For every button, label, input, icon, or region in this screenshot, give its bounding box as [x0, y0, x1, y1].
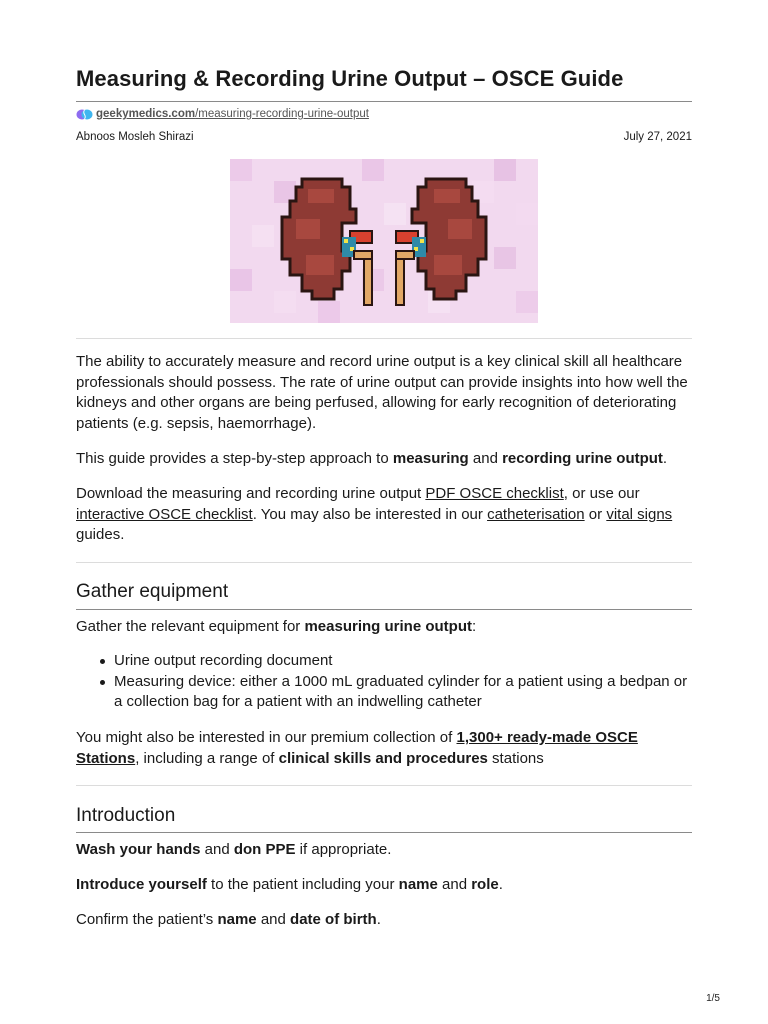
page-number: 1/5: [706, 993, 720, 1004]
interactive-checklist-link[interactable]: interactive OSCE checklist: [76, 505, 253, 523]
heading-divider: [76, 832, 692, 833]
source-domain: geekymedics.com: [96, 108, 196, 120]
catheterisation-link[interactable]: catheterisation: [487, 505, 585, 523]
pdf-checklist-link[interactable]: PDF OSCE checklist: [425, 485, 564, 502]
section-divider: [76, 338, 692, 339]
kidneys-illustration: [230, 159, 538, 323]
author-name: Abnoos Mosleh Shirazi: [76, 131, 194, 143]
wash-hands-paragraph: Wash your hands and don PPE if appropriate.: [76, 841, 392, 858]
intro-paragraph: The ability to accurately measure and record urine output is a key clinical skill all healthcare professionals should possess. The rate of urine output can provide insights into how well the kidneys and other organs are being perfused, allowing for early recognition of deteriorating patients (e.g. sepsis, haemorrhage).: [76, 353, 688, 432]
section-divider: [76, 562, 692, 563]
list-item: Measuring device: either a 1000 mL graduated cylinder for a patient using a bedpan or a collection bag for a patient with an indwelling catheter: [76, 672, 692, 713]
introduce-yourself-paragraph: Introduce yourself to the patient including your name and role.: [76, 876, 503, 893]
source-path: /measuring-recording-urine-output: [195, 108, 369, 120]
section-heading-equipment: Gather equipment: [76, 581, 229, 602]
osce-stations-link[interactable]: 1,300+ ready-made OSCE Stations: [76, 729, 638, 767]
section-heading-introduction: Introduction: [76, 805, 176, 826]
title-divider: [76, 101, 692, 102]
source-link[interactable]: [96, 107, 369, 121]
list-item: Urine output recording document: [76, 651, 692, 672]
source-line: [76, 107, 369, 121]
geekymedics-brain-icon: [76, 108, 93, 121]
guide-summary-paragraph: This guide provides a step-by-step approach to measuring and recording urine output.: [76, 450, 668, 467]
section-divider: [76, 785, 692, 786]
confirm-identity-paragraph: Confirm the patient’s name and date of birth.: [76, 911, 381, 928]
page-title: Measuring & Recording Urine Output – OSCE Guide: [76, 66, 624, 91]
download-paragraph: Download the measuring and recording urine output PDF OSCE checklist, or use our interactive OSCE checklist. You may also be interested in our catheterisation or vital signs guides.: [76, 485, 673, 543]
publish-date: July 27, 2021: [623, 131, 692, 143]
equipment-lead-paragraph: Gather the relevant equipment for measuring urine output:: [76, 618, 477, 635]
premium-promo-paragraph: You might also be interested in our premium collection of 1,300+ ready-made OSCE Stations, including a range of clinical skills and procedures stations: [76, 729, 638, 767]
heading-divider: [76, 609, 692, 610]
vital-signs-link[interactable]: vital signs: [606, 505, 673, 523]
equipment-list: [76, 651, 692, 713]
